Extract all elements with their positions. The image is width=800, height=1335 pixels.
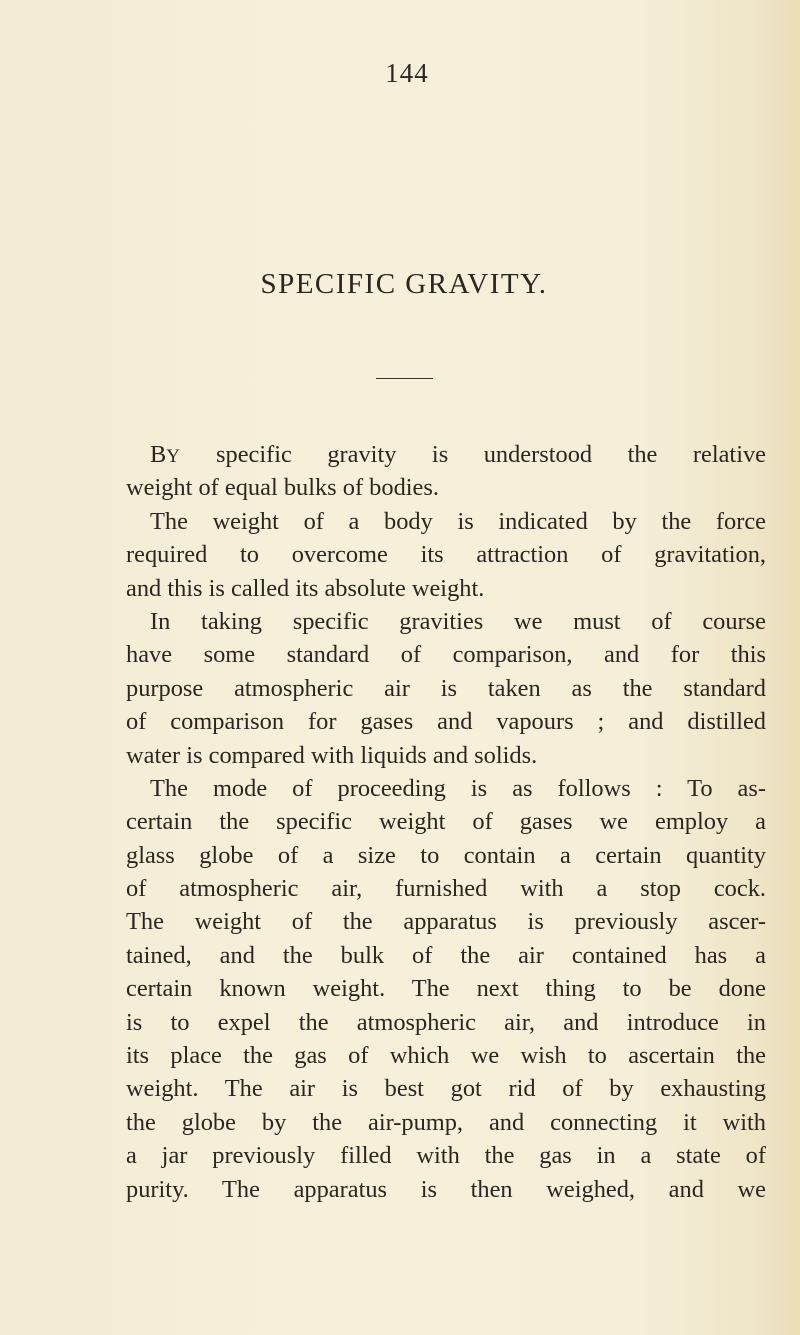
chapter-heading: SPECIFIC GRAVITY. bbox=[260, 268, 548, 300]
page-number: 144 bbox=[385, 58, 429, 88]
text-line: In taking specific gravities we must of course bbox=[150, 607, 766, 635]
text-line: tained, and the bulk of the air contained has a bbox=[126, 941, 766, 969]
text-line: of comparison for gases and vapours ; and distilled bbox=[126, 708, 766, 736]
text-line: a jar previously filled with the gas in a state of bbox=[126, 1142, 766, 1170]
text-line: The mode of proceeding is as follows : To as- bbox=[150, 774, 766, 802]
text-line: The weight of the apparatus is previously ascer- bbox=[126, 908, 766, 936]
text-line: required to overcome its attraction of gravitation, bbox=[126, 541, 766, 569]
text-line: and this is called its absolute weight. bbox=[126, 574, 485, 602]
drop-word-initial: B bbox=[150, 441, 167, 468]
text-line: the globe by the air-pump, and connecting it with bbox=[126, 1108, 766, 1136]
text-line: certain the specific weight of gases we employ a bbox=[126, 808, 766, 836]
text-line: water is compared with liquids and solids. bbox=[126, 741, 538, 769]
text-line: glass globe of a size to contain a certain quantity bbox=[126, 841, 766, 869]
text-line: is to expel the atmospheric air, and introduce in bbox=[126, 1008, 766, 1036]
text-line: of atmospheric air, furnished with a stop cock. bbox=[126, 875, 766, 903]
text-line: weight of equal bulks of bodies. bbox=[126, 474, 439, 502]
drop-word-rest: Y bbox=[166, 446, 181, 467]
text-line: purpose atmospheric air is taken as the standard bbox=[126, 674, 766, 702]
text-line: its place the gas of which we wish to ascertain the bbox=[126, 1042, 766, 1070]
text-line: The weight of a body is indicated by the force bbox=[150, 507, 766, 535]
text-line bbox=[126, 438, 766, 471]
line-text: specific gravity is understood the relative bbox=[180, 441, 766, 468]
text-line: weight. The air is best got rid of by exhausting bbox=[126, 1075, 766, 1103]
heading-rule bbox=[376, 378, 433, 379]
text-line: purity. The apparatus is then weighed, and we bbox=[126, 1175, 766, 1203]
body-text bbox=[126, 438, 766, 1206]
text-line: certain known weight. The next thing to be done bbox=[126, 975, 766, 1003]
text-line: have some standard of comparison, and for this bbox=[126, 641, 766, 669]
